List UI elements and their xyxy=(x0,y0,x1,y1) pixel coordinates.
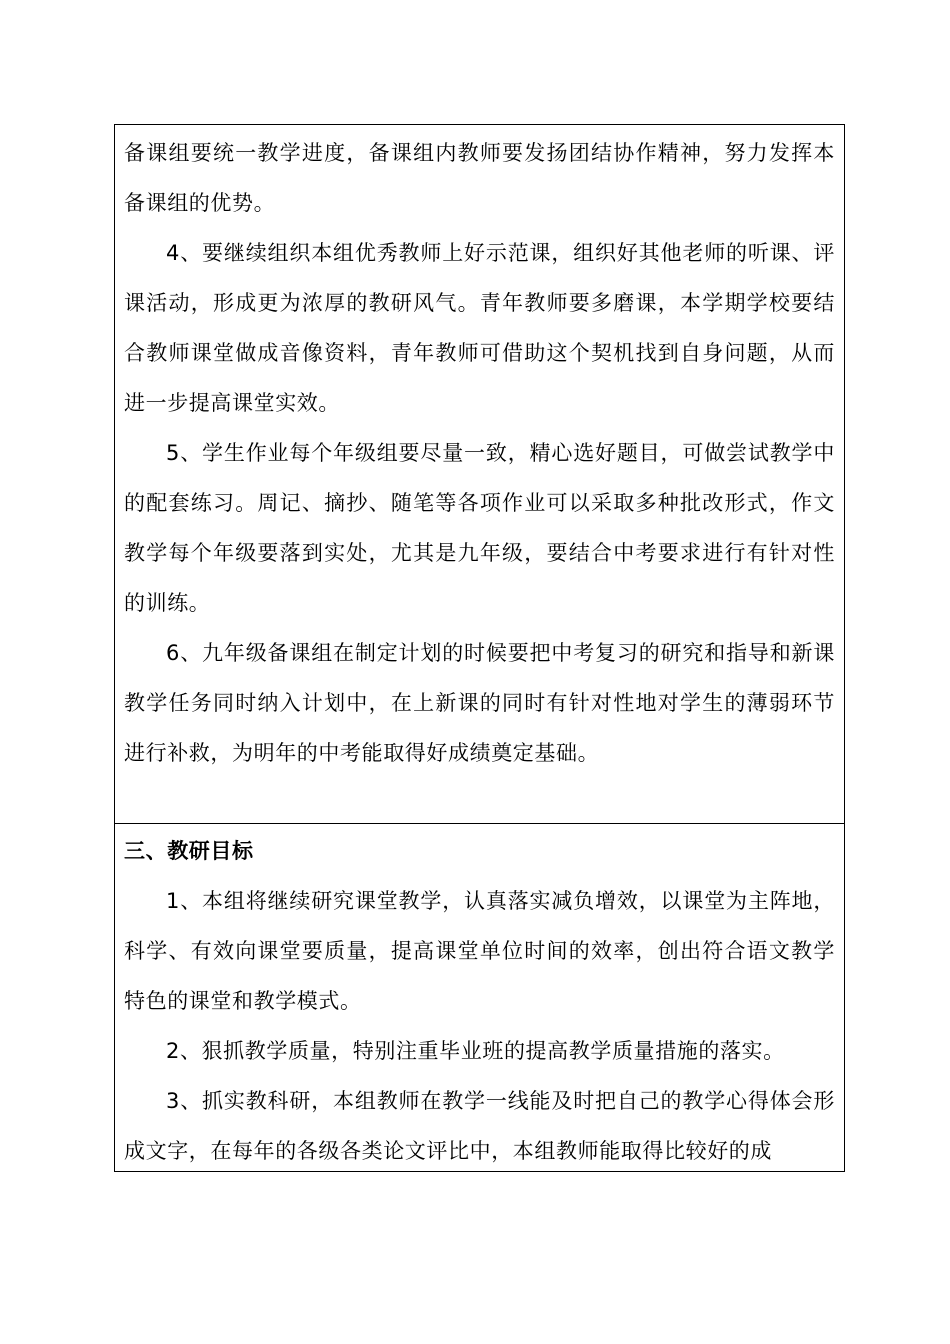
paragraph-item-5: 5、学生作业每个年级组要尽量一致，精心选好题目，可做尝试教学中的配套练习。周记、摘抄、随笔等各项作业可以采取多种批改形式，作文教学每个年级要落到实处，尤其是九年级，要结合中考要求进行有针对性的训练。 xyxy=(124,441,835,615)
paragraph-item-6: 6、九年级备课组在制定计划的时候要把中考复习的研究和指导和新课教学任务同时纳入计划中，在上新课的同时有针对性地对学生的薄弱环节进行补救，为明年的中考能取得好成绩奠定基础。 xyxy=(124,641,835,765)
paragraph-item-4: 4、要继续组织本组优秀教师上好示范课，组织好其他老师的听课、评课活动，形成更为浓厚的教研风气。青年教师要多磨课，本学期学校要结合教师课堂做成音像资料，青年教师可借助这个契机找到自身问题，从而进一步提高课堂实效。 xyxy=(124,241,835,415)
goal-item-1: 1、本组将继续研究课堂教学，认真落实减负增效，以课堂为主阵地，科学、有效向课堂要质量，提高课堂单位时间的效率，创出符合语文教学特色的课堂和教学模式。 xyxy=(124,889,835,1013)
section-heading: 三、教研目标 xyxy=(124,839,254,863)
goal-item-2: 2、狠抓教学质量，特别注重毕业班的提高教学质量措施的落实。 xyxy=(166,1039,785,1063)
table-cell-teaching-measures xyxy=(115,125,844,823)
table-cell-research-goals xyxy=(115,823,844,1171)
goal-item-3: 3、抓实教科研，本组教师在教学一线能及时把自己的教学心得体会形成文字，在每年的各级各类论文评比中，本组教师能取得比较好的成 xyxy=(124,1089,835,1163)
paragraph-continued: 备课组要统一教学进度，备课组内教师要发扬团结协作精神，努力发挥本备课组的优势。 xyxy=(124,141,835,215)
plan-table xyxy=(114,124,845,1172)
